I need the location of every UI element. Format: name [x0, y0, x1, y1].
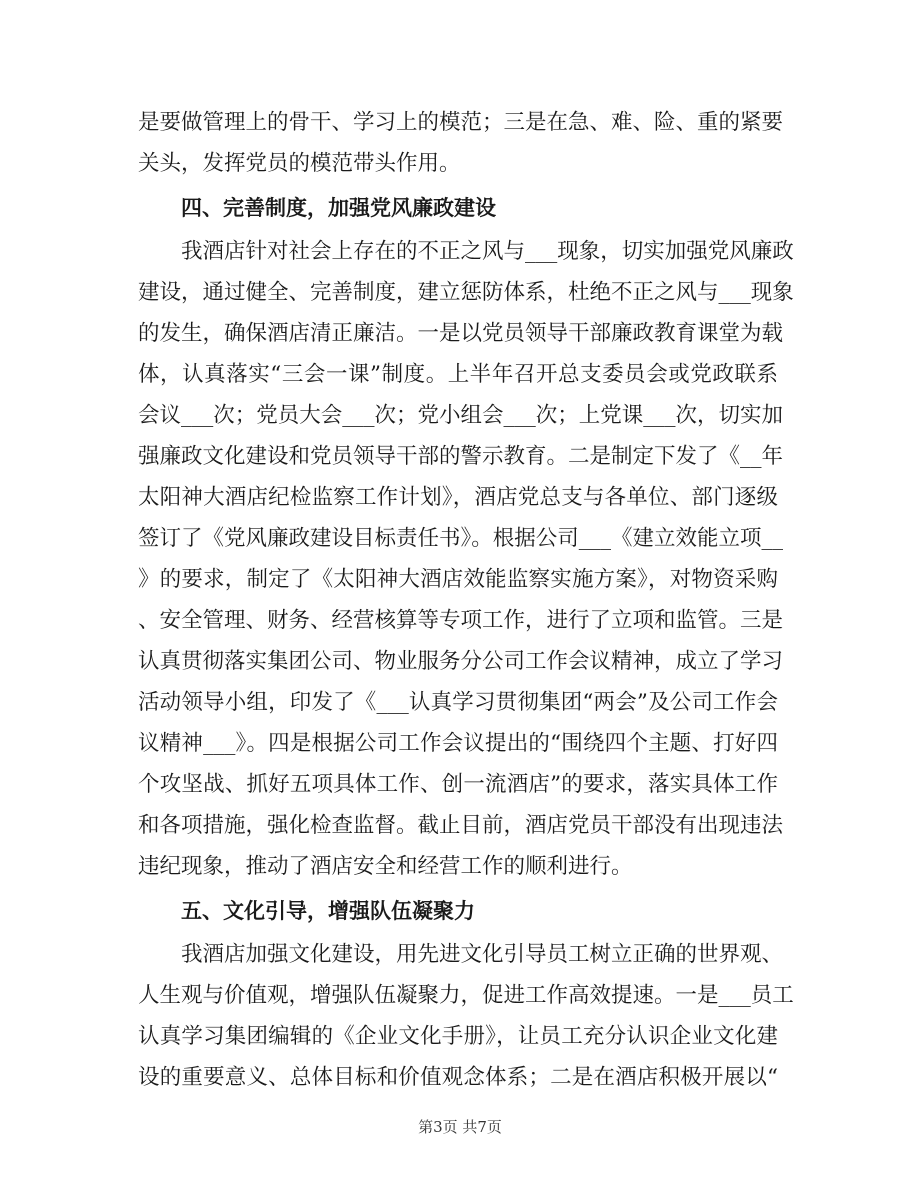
- text-line: 体，认真落实“三会一课”制度。上半年召开总支委员会或党政联系: [138, 362, 778, 387]
- text-line: 个攻坚战、抓好五项具体工作、创一流酒店”的要求，落实具体工作: [138, 772, 778, 797]
- text-line: 认真贯彻落实集团公司、物业服务分公司工作会议精神，成立了学习: [138, 649, 784, 674]
- text-line: 建设，通过健全、完善制度，建立惩防体系，杜绝不正之风与___现象: [138, 280, 794, 305]
- text-line: 、安全管理、财务、经营核算等专项工作，进行了立项和监管。三是: [138, 608, 784, 633]
- page-footer: 第3页 共7页: [418, 1118, 502, 1136]
- text-line: 违纪现象，推动了酒店安全和经营工作的顺利进行。: [138, 854, 633, 879]
- text-line: 的发生，确保酒店清正廉洁。一是以党员领导干部廉政教育课堂为载: [138, 321, 784, 346]
- document-body: [138, 102, 794, 1098]
- text-line: 和各项措施，强化检查监督。截止目前，酒店党员干部没有出现违法: [138, 813, 784, 838]
- text-line: 活动领导小组，印发了《___认真学习贯彻集团“两会”及公司工作会: [138, 690, 778, 715]
- text-line: 太阳神大酒店纪检监察工作计划》，酒店党总支与各单位、部门逐级: [138, 485, 778, 510]
- text-line: 是要做管理上的骨干、学习上的模范；三是在急、难、险、重的紧要: [138, 110, 784, 135]
- text-line: 议精神___》。四是根据公司工作会议提出的“围绕四个主题、打好四: [138, 731, 778, 756]
- text-line: 关头，发挥党员的模范带头作用。: [138, 151, 461, 176]
- text-line: 》的要求，制定了《太阳神大酒店效能监察实施方案》，对物资采购: [138, 567, 778, 592]
- text-line: 认真学习集团编辑的《企业文化手册》，让员工充分认识企业文化建: [138, 1024, 778, 1049]
- text-line: 我酒店针对社会上存在的不正之风与___现象，切实加强党风廉政: [181, 239, 794, 264]
- text-line: 人生观与价值观，增强队伍凝聚力，促进工作高效提速。一是___员工: [138, 983, 794, 1008]
- text-line: 会议___次；党员大会___次；党小组会___次；上党课___次，切实加: [138, 403, 784, 428]
- text-line: 强廉政文化建设和党员领导干部的警示教育。二是制定下发了《__年: [138, 444, 784, 469]
- section-heading: 五、文化引导，增强队伍凝聚力: [181, 899, 475, 923]
- text-line: 签订了《党风廉政建设目标责任书》。根据公司___《建立效能立项__: [138, 526, 784, 551]
- section-heading: 四、完善制度，加强党风廉政建设: [181, 196, 496, 220]
- text-line: 设的重要意义、总体目标和价值观念体系；二是在酒店积极开展以“: [138, 1065, 778, 1090]
- text-line: 我酒店加强文化建设，用先进文化引导员工树立正确的世界观、: [181, 942, 784, 967]
